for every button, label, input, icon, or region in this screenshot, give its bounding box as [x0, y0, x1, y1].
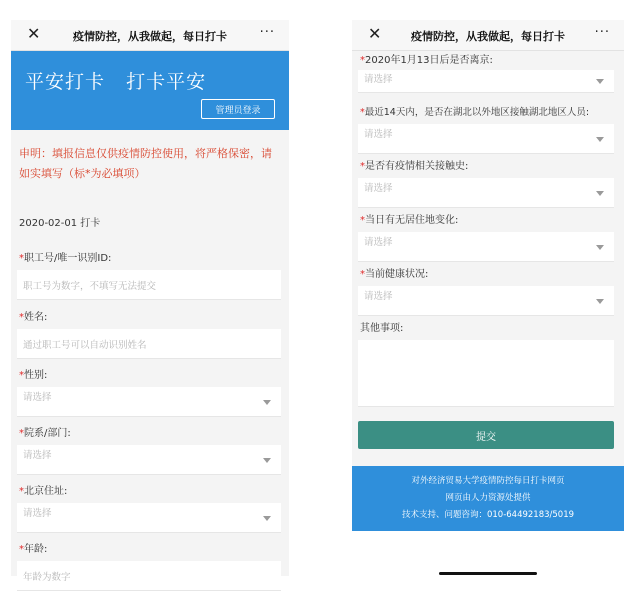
field-name: [11, 307, 289, 359]
banner: [11, 51, 289, 130]
required-mark: *: [360, 55, 365, 66]
field-employee-id: [11, 248, 289, 300]
chevron-down-icon: [596, 245, 604, 250]
chevron-down-icon: [596, 79, 604, 84]
select-placeholder: 请选择: [364, 74, 393, 85]
field-label: 2020年1月13日后是否离京:: [365, 55, 493, 66]
contact-history-select[interactable]: [358, 178, 614, 208]
field-other-matters: [352, 318, 624, 407]
field-contact-history: [352, 156, 624, 208]
chevron-down-icon: [596, 191, 604, 196]
notice-text: 申明：填报信息仅供疫情防控使用，将严格保密，请如实填写（标*为必填项）: [19, 147, 272, 180]
field-residence-change: [352, 210, 624, 262]
field-department: [11, 423, 289, 475]
name-input[interactable]: [17, 329, 281, 359]
other-matters-textarea[interactable]: [358, 340, 614, 407]
select-placeholder: 请选择: [23, 450, 52, 461]
field-contact-hubei: [352, 102, 624, 154]
nav-bar: [11, 20, 289, 51]
contact-hubei-select[interactable]: [358, 124, 614, 154]
admin-login-button[interactable]: 管理员登录: [201, 99, 275, 119]
field-gender: [11, 365, 289, 417]
select-placeholder: 请选择: [364, 237, 393, 248]
footer-line: 对外经济贸易大学疫情防控每日打卡网页: [411, 476, 565, 486]
checkin-date: 2020-02-01 打卡: [19, 218, 101, 229]
nav-bar: [352, 20, 624, 51]
close-icon[interactable]: ✕: [368, 24, 382, 43]
field-label: 职工号/唯一识别ID:: [24, 253, 112, 264]
field-label: 姓名:: [24, 312, 48, 323]
footer: [352, 466, 624, 531]
nav-title: 疫情防控，从我做起，每日打卡: [73, 30, 227, 43]
input-placeholder: 职工号为数字，不填写无法提交: [23, 281, 157, 292]
field-label: 年龄:: [24, 544, 48, 555]
field-label: 当前健康状况:: [365, 269, 429, 280]
select-placeholder: 请选择: [364, 291, 393, 302]
required-mark: *: [360, 107, 365, 118]
field-label: 是否有疫情相关接触史:: [365, 161, 469, 172]
select-placeholder: 请选择: [364, 183, 393, 194]
right-phone-screen: [352, 20, 624, 576]
chevron-down-icon: [596, 137, 604, 142]
field-label: 其他事项:: [360, 323, 404, 334]
required-mark: *: [19, 370, 24, 381]
footer-line: 技术支持、问题咨询：010-64492183/5019: [401, 510, 575, 520]
required-mark: *: [360, 161, 365, 172]
health-status-select[interactable]: [358, 286, 614, 316]
select-placeholder: 请选择: [23, 392, 52, 403]
input-placeholder: 年龄为数字: [23, 572, 71, 583]
residence-change-select[interactable]: [358, 232, 614, 262]
required-mark: *: [19, 544, 24, 555]
beijing-address-select[interactable]: [17, 503, 281, 533]
required-mark: *: [19, 486, 24, 497]
field-label: 性别:: [24, 370, 48, 381]
field-beijing-address: [11, 481, 289, 533]
employee-id-input[interactable]: [17, 270, 281, 300]
required-mark: *: [19, 253, 24, 264]
age-input[interactable]: [17, 561, 281, 591]
field-leave-beijing: [352, 52, 624, 93]
required-mark: *: [360, 215, 365, 226]
field-label: 北京住址:: [24, 486, 68, 497]
chevron-down-icon: [263, 458, 271, 463]
home-indicator[interactable]: [439, 572, 537, 575]
submit-button[interactable]: 提交: [358, 421, 614, 449]
gender-select[interactable]: [17, 387, 281, 417]
close-icon[interactable]: ✕: [27, 24, 41, 43]
field-health-status: [352, 264, 624, 316]
select-placeholder: 请选择: [23, 508, 52, 519]
chevron-down-icon: [596, 299, 604, 304]
required-mark: *: [19, 312, 24, 323]
field-label: 当日有无居住地变化:: [365, 215, 459, 226]
more-icon[interactable]: ···: [259, 25, 275, 40]
left-phone-screen: [11, 20, 289, 583]
nav-title: 疫情防控，从我做起，每日打卡: [411, 30, 565, 43]
field-label: 最近14天内，是否在湖北以外地区接触湖北地区人员:: [364, 107, 590, 118]
select-placeholder: 请选择: [364, 129, 393, 140]
required-mark: *: [19, 428, 24, 439]
field-age: [11, 539, 289, 591]
banner-title: 平安打卡 打卡平安: [25, 71, 207, 93]
department-select[interactable]: [17, 445, 281, 475]
input-placeholder: 通过职工号可以自动识别姓名: [23, 340, 147, 351]
footer-line: 网页由人力资源处提供: [445, 493, 531, 503]
chevron-down-icon: [263, 516, 271, 521]
more-icon[interactable]: ···: [594, 25, 610, 40]
required-mark: *: [360, 269, 365, 280]
leave-beijing-select[interactable]: [358, 70, 614, 93]
field-label: 院系/部门:: [24, 428, 71, 439]
chevron-down-icon: [263, 400, 271, 405]
